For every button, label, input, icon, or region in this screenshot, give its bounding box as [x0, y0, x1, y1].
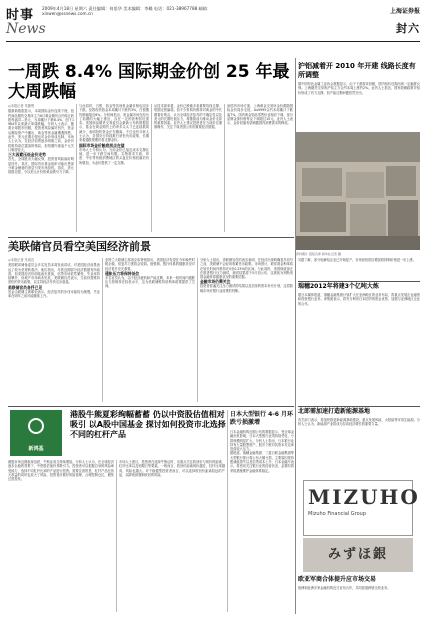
japan-headline: 日本大型银行 4-6 月环跌亏损激增	[230, 411, 294, 426]
warehouse-photo-illustration	[296, 132, 420, 250]
brokerage-logo	[10, 410, 62, 456]
main-col1b-text: 首先，全球股市大幅反弹，投资者风险偏好明显回升。其次，国际货币基金组织可能出售部分黄金储备的消息引发市场担忧。再次，美元指数走强，令以美元计价的黄金吸引力下降。	[8, 157, 74, 175]
column-rule	[227, 410, 228, 612]
section-divider	[298, 281, 420, 282]
mid-story-col3	[200, 258, 293, 404]
section-divider	[298, 406, 420, 407]
section-label-en: News	[6, 21, 46, 37]
sidebar-headline-1: 沪铝减着开 2010 年开建 线路长度有所调整	[298, 62, 416, 79]
brokerage-logo-text: 新鸿基	[28, 446, 44, 452]
column-rule	[116, 460, 117, 612]
mid-col1-text: 美国联邦储备委员会多名官员本周发表讲话，对美国经济前景表达了较为悲观的看法。他们指出，尽管近期部分经济数据有所改善，但美国经济仍面临诸多挑战，信贷市场依然紧张，失业率持续攀升，房地产市场尚未见底。美联储官员表示，当前仍需维持宽松的货币政策，以支持经济尽快走出衰退。	[8, 263, 100, 285]
column-rule	[102, 258, 103, 402]
sidebar-text-2	[298, 293, 420, 403]
main-story-col2	[79, 104, 149, 234]
sidebar-headline-2: 瑞穗2012年将建3个亿吨大炼	[298, 283, 379, 290]
sidebar-text-2-body: 据日本媒体报道，瑞穗金融集团计划扩大在亚洲地区的业务布局，将重点发展企业融资和投资银行业务。该集团表示，将充分利用日本国内的资金优势，加强与亚洲地区企业的合作。	[298, 293, 420, 306]
japan-col	[230, 430, 294, 612]
brokerage-logo-icon	[28, 418, 44, 434]
mid-col1-subhead: 美联储官员各抒己见	[8, 284, 43, 290]
main-story-col4	[227, 104, 293, 234]
main-col3-text: 从技术面来看，金价已跌破多条重要均线支撑，短期走势偏弱。但不少机构仍维持对黄金的中长期看好观点，认为全球经济复苏的不确定性以及美元的长期贬值压力，将继续成为推动金价走高的重要因素。业内人士建议投资者在当前价位谨慎操作，关注下周美国公布的重要经济数据。	[154, 104, 222, 130]
sidebar-text-3	[298, 418, 420, 476]
sidebar-text-4	[298, 586, 420, 616]
mizuho-subtitle: Mizuho Financial Group	[308, 511, 367, 517]
sidebar-text-1b	[298, 258, 420, 280]
column-rule	[224, 104, 225, 232]
news-photo	[296, 132, 420, 250]
feature-col1	[8, 460, 114, 614]
column-rule	[76, 104, 77, 232]
mizuho-sign: みずほ銀	[303, 538, 413, 572]
feature-col2-text: 市场人士建议，投资者在选择牛熊证时，应重点关注收回价与现价的距离、杠杆比率以及到期日等要素。一般而言，收回价距离现价越近，杠杆比率越高，风险也越大。对于稳健型投资者而言，可以选择收回价距离较远的产品，以降低被强制收回的风险。	[119, 460, 225, 477]
main-col2b-text: 市场人士分析认为，当前金价已接近成本支撑区域，进一步下跌空间有限。实物需求方面，印度、中东等传统消费地区的买盘在价格回落后有所增加，为金价提供了一定支撑。	[79, 147, 149, 165]
mid-col3b-text: 投资者普遍关注压力测试的结果以及后续的资本补充计划，这将影响市场对银行业前景的判断。	[200, 284, 293, 293]
main-story-col3	[154, 104, 222, 234]
sidebar-headline-3: 北郎需加速打造新能源基地	[298, 408, 371, 415]
feature-headline: 港股牛熊夏彩绚幅蓄蓄 仍以中资股估值相对吸引 以A股中国基金 探讨如何投资市北选择不同的杠杆产品	[70, 410, 226, 439]
mid-headline: 美联储官员看空美国经济前景	[8, 240, 151, 253]
column-rule	[197, 258, 198, 402]
mizuho-wordmark: MIZUHO	[308, 485, 420, 509]
masthead	[6, 4, 420, 42]
mid-story-col2	[105, 258, 195, 404]
mid-byline: ◎本报记者 朱周良	[8, 258, 35, 262]
paper-name: 上海证券报	[389, 8, 420, 15]
section-divider	[8, 406, 294, 407]
mid-col2-text: 亚特兰大联储主席洛克哈特则指出，美国经济有望在今年晚些时候企稳，但复苏力度将会较弱。他强调，银行体系的健康状况对经济复苏至关重要。	[105, 258, 195, 271]
sidebar-text-1-body: 据中国有色金属工业协会数据显示，由于下游需求回暖，国内铝价近期出现一定幅度反弹。上海期货交易所沪铝主力合约本周上涨约2%。业内人士指出，国家收储政策对铝价形成了有力支撑，但产能过剩问题依然突出。	[298, 82, 420, 95]
sidebar-headline-4: 欧亚军商合体提升应市场交易	[298, 576, 377, 583]
mid-story-col1	[8, 258, 100, 404]
mid-col2b-text: 多名官员认为，由于经济疲软和产能过剩，未来一段时间内通胀压力将保持在较低水平，这为美联储维持低利率政策提供了空间。	[105, 275, 195, 289]
main-byline: ◎本报记者 朱静贤	[8, 104, 35, 108]
mizuho-logo-ad	[303, 480, 420, 536]
japan-col1-text: 日本金融机构近期公布的数据显示，受全球金融危机影响，日本大型银行业绩持续恶化，亏损规模明显扩大。分析人士指出，日本银行业持有大量股票资产，股市下跌对其资本充足率造成较大压力。	[230, 430, 294, 452]
mid-col2-subhead: 通胀压力将保持低位	[105, 270, 140, 276]
sidebar-text-3-body: 有关部门表示，将加快推进新能源基地建设，重点发展风能、太阳能等可再生能源。分析人士认为，新能源产业将成为拉动经济增长的重要力量。	[298, 418, 420, 427]
mid-col3-text: 分析人士指出，美联储官员的表态表明，在经济出现明确复苏信号之前，美联储不会轻易收紧货币政策。市场预计，联邦基金利率将在较长时间内维持在0至0.25%的区间。与此同时，美国财政部正在推进银行压力测试，测试结果将于5月初公布，这被视为判断美国金融体系健康状况的重要依据。	[200, 258, 293, 280]
main-col1-subhead: 三大因素压低金价走势	[8, 152, 46, 158]
mid-col3-subhead: 金融市场仍需关注	[200, 279, 231, 285]
main-headline: 一周跌 8.4% 国际期金价创 25 年最大周跌幅	[8, 62, 290, 102]
photo-caption: 资料图片 铝锭仓库 新华社记者 摄	[296, 252, 341, 256]
sidebar-text-4-body: 欧洲和亚洲多家金融机构近日宣布合作，共同拓展跨境交易业务。	[298, 586, 391, 590]
main-col2-subhead: 国际市场金价触底拐点在望	[79, 142, 125, 148]
feature-col2	[119, 460, 225, 614]
japan-col2-text: 据报道，瑞穗金融集团、三菱日联金融集团等大型银行预计将公布大额亏损，主要原因是持股减值损失以及信贷成本上升。日本金融厅表示，将密切关注银行业的经营状况，必要时将采取措施维护金融体系稳定。	[230, 451, 294, 473]
mid-col1b-text: 旧金山联储主席耶伦表示，经济复苏的步伐可能较为缓慢，失业率在明年之前可能继续上升。	[8, 289, 100, 299]
section-page: 封六	[396, 22, 420, 35]
feature-col1-text: 港股市场近期表现活跃，牛熊证成交持续增加。分析人士认为，在全球经济逐步企稳的背景下，中资股估值仍具吸引力。投资者可以根据自身的风险承受能力，选择不同杠杆比率的产品进行投资。需要注意的是，杠杆产品在放大收益的同时也放大了风险，投资者应做好风险管理，合理控制仓位，避免过度投机。	[8, 460, 114, 482]
main-col4-text: 而国内市场方面，上海黄金交易所金价跟随国际金价同步走低，Au9995合约本周累计下跌逾7%。国内黄金饰品零售价也相应下调，部分品牌金饰价格每克下调超过10元。业内人士表示，金价回落有望刺激国内消费需求的释放。	[227, 104, 293, 126]
sidebar-text-1b-body: 另据了解，部分电解铝企业已开始复产，市场担忧供应增加将抑制价格进一步上涨。	[298, 258, 416, 262]
sidebar-text-1	[298, 82, 420, 130]
main-col2-text: 与此同时，白银、铂金等其他贵金属价格也同步下跌。伦敦现货铂金本周累计下跌约3%，白银期货跌幅接近6%。分析师指出，贵金属市场在经历了前期的大幅上涨后，存在一定的获利回吐需求。美国商品期货交易委员会最新公布的数据显示，基金在黄金期货上的净多头头寸已连续数周减少，表明投机资金正在撤离。不过也有分析人士认为，各国央行持续推行宽松货币政策，长期来看通胀预期仍将支撑金价。	[79, 104, 149, 143]
main-story-col1	[8, 104, 74, 234]
masthead-date-line: 2009年4月18日 星期六 责任编辑：何思华 美术编辑：李璐 电话：021-38967788 邮箱：xinwen@ssnews.com.cn	[42, 6, 212, 16]
column-rule	[151, 104, 152, 232]
section-divider	[8, 237, 294, 238]
main-col1-text: 据最新数据显示，本周国际金价连续下挫，纽约商品期货交易所主力6月黄金期货合约周五收报每盎司...美元，当周累计下跌8.4%，创下1984年以来最大单周跌幅。分析人士表示，随着全球股市回暖，投资者风险偏好回升，资金从避险资产中撤出，黄金等贵金属遭遇抛售。此外，美元近期走强也对金价形成压制。市场人士认为，在经济前景逐步明朗之前，金价仍将维持高位震荡的格局，但短期内重返千元关口难度较大。	[8, 109, 74, 152]
masthead-brand: 时事	[6, 8, 35, 23]
